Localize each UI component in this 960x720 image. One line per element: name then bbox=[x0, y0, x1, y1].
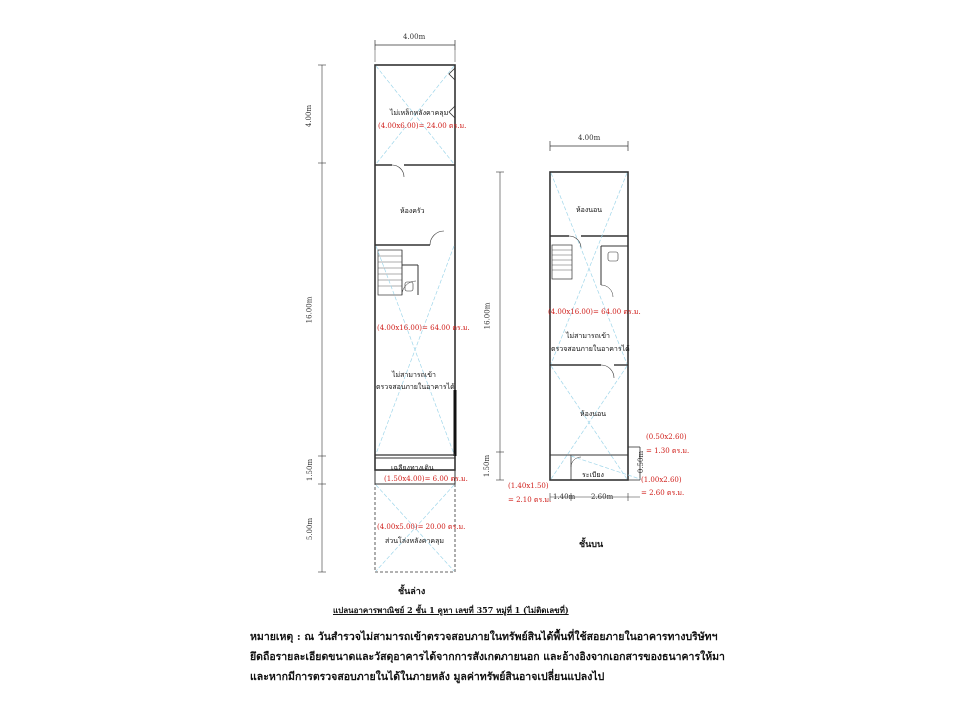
plan-title: แปลนอาคารพาณิชย์ 2 ชั้น 1 คูหา เลขที่ 357 หมู่ที่ 1 (ไม่ติดเลขที่) bbox=[333, 605, 569, 615]
upper-annotation-a1: (0.50x2.60) bbox=[646, 433, 687, 441]
upper-annotation-a3b: = 2.10 ตร.ม. bbox=[508, 496, 552, 504]
remark-line-2: ยึดถือรายละเอียดขนาดและวัสดุอาคารได้จากการสังเกตภายนอก และอ้างอิงจากเอกสารของธนาคารให้มา bbox=[250, 651, 725, 663]
ground-floor-dimension-chain bbox=[318, 65, 326, 572]
upper-dim-2: 1.50m bbox=[483, 454, 492, 478]
upper-annotation-a3: (1.40x1.50) bbox=[508, 482, 549, 490]
ground-width-label: 4.00m bbox=[403, 33, 426, 41]
ground-dim-2: 16.00m bbox=[305, 296, 314, 324]
ground-dim-3: 1.50m bbox=[306, 458, 315, 482]
upper-annotation-a2b: = 2.60 ตร.ม. bbox=[641, 489, 685, 497]
upper-floor-diagonals bbox=[551, 173, 640, 479]
ground-walkway-area: (1.50x4.00)= 6.00 ตร.ม. bbox=[384, 475, 468, 483]
upper-annotation-a2: (1.00x2.60) bbox=[641, 476, 682, 484]
upper-main-note2: ตรวจสอบภายในอาคารได้ bbox=[551, 345, 630, 353]
upper-dim-3: 0.50m bbox=[637, 450, 646, 474]
ground-kitchen-name: ห้องครัว bbox=[400, 207, 425, 215]
upper-bottom-dim-1: 1.40m bbox=[553, 493, 576, 501]
upper-bottom-dim-2: 2.60m bbox=[591, 493, 614, 501]
ground-dim-1: 4.00m bbox=[305, 104, 314, 128]
ground-dim-4: 5.00m bbox=[306, 517, 315, 541]
upper-bedroom1-name: ห้องนอน bbox=[576, 206, 603, 214]
ground-main-note2: ตรวจสอบภายในอาคารได้ bbox=[376, 383, 455, 391]
remark-line-1: หมายเหตุ : ณ วันสำรวจไม่สามารถเข้าตรวจสอบภายในทรัพย์สินได้พื้นที่ใช้สอยภายในอาคารทางบริษัทฯ bbox=[250, 631, 718, 643]
ground-walkway-name: เฉลียงทางเดิน bbox=[391, 464, 434, 472]
remark-line-3: และหากมีการตรวจสอบภายในได้ในภายหลัง มูลค่าทรัพย์สินอาจเปลี่ยนแปลงไป bbox=[250, 671, 605, 683]
upper-main-area: (4.00x16.00)= 64.00 ตร.ม. bbox=[548, 308, 641, 316]
upper-annotation-a1b: = 1.30 ตร.ม. bbox=[646, 447, 690, 455]
upper-bedroom2-name: ห้องนอน bbox=[580, 410, 607, 418]
ground-floor-caption: ชั้นล่าง bbox=[398, 587, 426, 597]
upper-balcony-name: ระเบียง bbox=[582, 471, 604, 479]
upper-width-label: 4.00m bbox=[578, 134, 601, 142]
upper-main-note1: ไม่สามารถเข้า bbox=[566, 332, 610, 340]
ground-main-area: (4.00x16.00)= 64.00 ตร.ม. bbox=[377, 324, 470, 332]
ground-front-area: (4.00x5.00)= 20.00 ตร.ม. bbox=[377, 523, 466, 531]
upper-floor-caption: ชั้นบน bbox=[579, 540, 604, 550]
ground-top-room-name: ไม่เหล็กหลังคาคลุม bbox=[390, 109, 449, 117]
upper-dim-1: 16.00m bbox=[483, 302, 492, 330]
ground-floor-diagonals bbox=[376, 66, 454, 571]
ground-front-name: ส่วนโล่งหลังคาคลุม bbox=[385, 537, 444, 545]
ground-top-room-area: (4.00x6.00)= 24.00 ตร.ม. bbox=[378, 122, 467, 130]
ground-main-note1: ไม่สามารถเข้า bbox=[392, 371, 436, 379]
ground-floor-plan bbox=[375, 40, 455, 572]
